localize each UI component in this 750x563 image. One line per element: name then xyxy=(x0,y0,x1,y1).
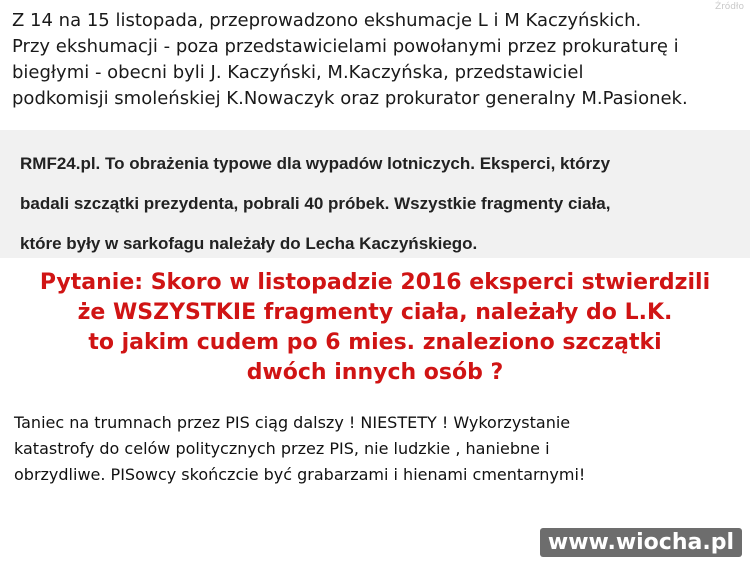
question-line: Pytanie: Skoro w listopadzie 2016 eksperci stwierdzili xyxy=(39,270,711,295)
rmf-quote-box xyxy=(0,130,750,258)
quote-line: badali szczątki prezydenta, pobrali 40 próbek. Wszystkie fragmenty ciała, xyxy=(20,194,611,213)
question-line: dwóch innych osób ? xyxy=(246,360,504,385)
question-line: że WSZYSTKIE fragmenty ciała, należały do L.K. xyxy=(77,300,673,325)
quote-line: RMF24.pl. To obrażenia typowe dla wypadów lotniczych. Eksperci, którzy xyxy=(20,154,611,173)
comment-line: Taniec na trumnach przez PIS ciąg dalszy ! NIESTETY ! Wykorzystanie xyxy=(14,413,571,432)
site-watermark[interactable]: www.wiocha.pl xyxy=(540,528,742,557)
comment-paragraph xyxy=(14,410,742,488)
comment-line: katastrofy do celów politycznych przez PIS, nie ludzkie , haniebne i xyxy=(14,439,550,458)
comment-line: obrzydliwe. PISowcy skończcie być grabarzami i hienami cmentarnymi! xyxy=(14,465,586,484)
paragraph-line: biegłymi - obecni byli J. Kaczyński, M.Kaczyńska, przedstawiciel xyxy=(12,62,584,83)
question-line: to jakim cudem po 6 mies. znaleziono szczątki xyxy=(88,330,662,355)
corner-watermark: Źródło xyxy=(715,2,744,12)
rmf-quote-text xyxy=(20,144,738,264)
paragraph-line: podkomisji smoleńskiej K.Nowaczyk oraz prokurator generalny M.Pasionek. xyxy=(12,88,688,109)
paragraph-exhumation-info xyxy=(12,8,740,112)
paragraph-line: Z 14 na 15 listopada, przeprowadzono ekshumacje L i M Kaczyńskich. xyxy=(12,10,642,31)
quote-line: które były w sarkofagu należały do Lecha Kaczyńskiego. xyxy=(20,234,478,253)
paragraph-line: Przy ekshumacji - poza przedstawicielami powołanymi przez prokuraturę i xyxy=(12,36,679,57)
question-red-text xyxy=(0,268,750,388)
